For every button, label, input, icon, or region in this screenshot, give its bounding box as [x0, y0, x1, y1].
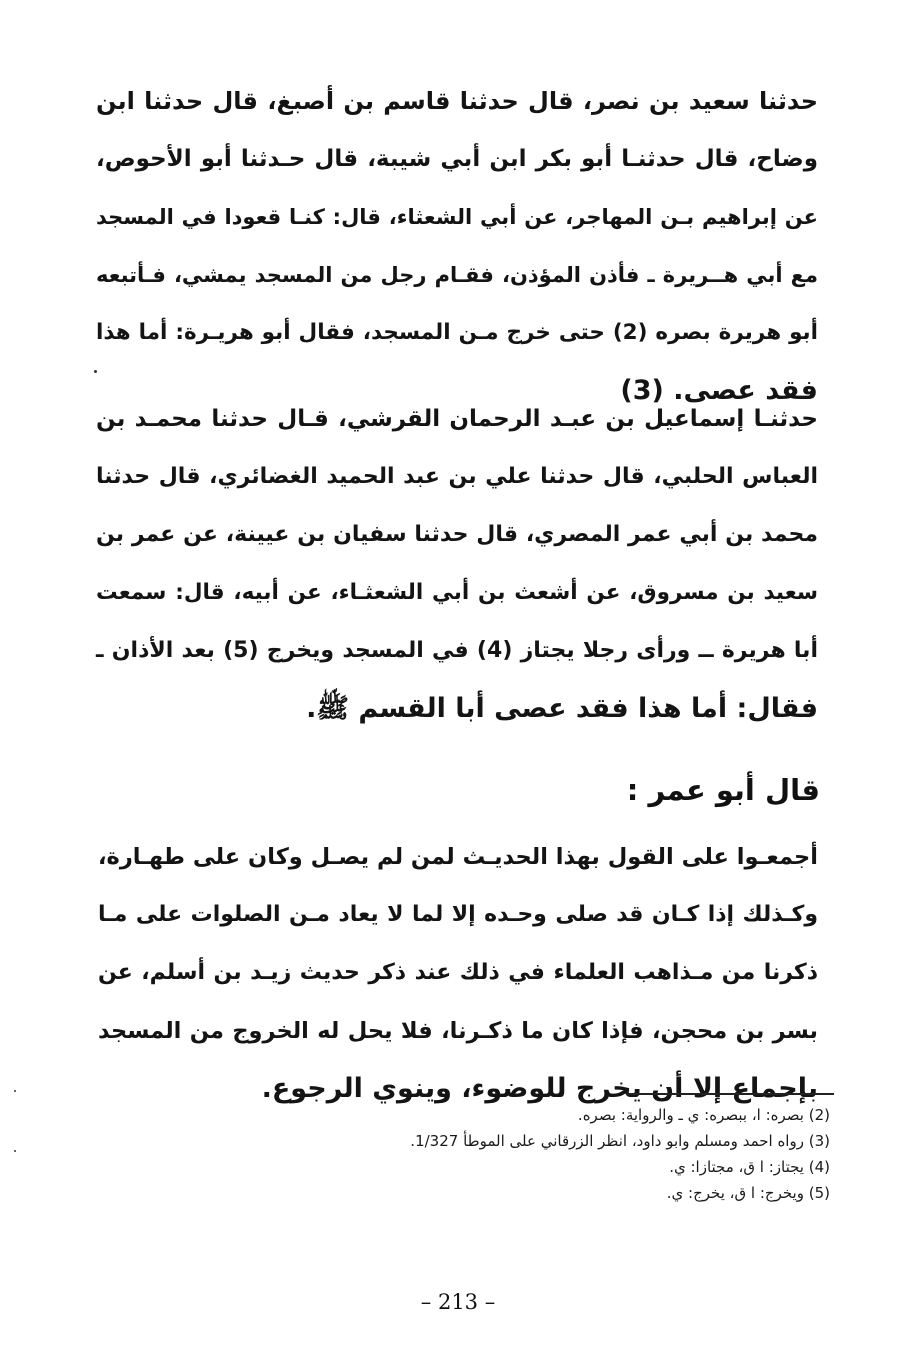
text-line: أبو هريرة بصره (2) حتى خرج مـن المسجد، فقال أبو هريـرة: أما هذا — [96, 320, 818, 345]
footnote: (4) يجتاز: ا ق، مجتازا: ي. — [669, 1158, 830, 1176]
text-line: مع أبي هــريرة ـ فأذن المؤذن، فقـام رجل من المسجد يمشي، فـأتبعه — [96, 263, 818, 287]
footnote: (3) رواه احمد ومسلم وابو داود، انظر الزرقاني على الموطأ 1/327. — [410, 1132, 830, 1150]
section-heading: قال أبو عمر : — [626, 773, 820, 807]
hadith-paragraph-1 — [96, 72, 818, 420]
text-line: سعيد بن مسروق، عن أشعث بن أبي الشعثـاء، عن أبيه، قال: سمعت — [96, 580, 818, 605]
text-line: فقال: أما هذا فقد عصى أبا القسم ﷺ. — [306, 693, 818, 724]
text-line: بسر بن محجن، فإذا كان ما ذكـرنا، فلا يحل له الخروج من المسجد — [98, 1018, 818, 1044]
text-line: محمد بن أبي عمر المصري، قال حدثنا سفيان بن عيينة، عن عمر بن — [96, 522, 818, 547]
text-line: فقد عصى. (3) — [620, 375, 818, 406]
text-line: حدثنا سعيد بن نصر، قال حدثنا قاسم بن أصبغ، قال حدثنا ابن — [96, 87, 818, 115]
text-line: عن إبراهيم بـن المهاجر، عن أبي الشعثاء، قال: كنـا قعودا في المسجد — [96, 205, 818, 229]
text-line: وضاح، قال حدثنـا أبو بكر ابن أبي شيبة، قال حـدثنا أبو الأحوص، — [96, 146, 818, 172]
hadith-paragraph-2 — [96, 390, 818, 738]
text-line: بإجماع إلا أن يخرج للوضوء، وينوي الرجوع. — [261, 1073, 818, 1104]
text-line: وكـذلك إذا كـان قد صلى وحـده إلا لما لا يعاد مـن الصلوات على مـا — [98, 902, 818, 927]
commentary-paragraph — [98, 828, 818, 1118]
text-line: ذكرنا من مـذاهب العلماء في ذلك عند ذكر حديث زيـد بن أسلم، عن — [98, 960, 818, 985]
text-line: أبا هريرة ــ ورأى رجلا يجتاز (4) في المسجد ويخرج (5) بعد الأذان ـ — [96, 638, 818, 663]
text-line: أجمعـوا على القول بهذا الحديـث لمن لم يصـل وكان على طهـارة، — [98, 844, 818, 870]
scan-speck — [14, 1150, 16, 1152]
footnote: (2) بصره: ا، ببصره: ي ـ والرواية: بصره. — [577, 1106, 830, 1124]
footnote: (5) ويخرج: ا ق، يخرج: ي. — [666, 1184, 830, 1202]
text-line: حدثنـا إسماعيل بن عبـد الرحمان القرشي، قـال حدثنا محمـد بن — [96, 406, 818, 432]
footnotes — [310, 1102, 830, 1206]
footnote-divider — [626, 1093, 834, 1095]
page-number: – 213 – — [420, 1290, 496, 1314]
scan-speck — [94, 370, 97, 373]
scan-speck — [14, 1090, 16, 1092]
text-line: العباس الحلبي، قال حدثنا علي بن عبد الحميد الغضائري، قال حدثنا — [96, 464, 818, 489]
